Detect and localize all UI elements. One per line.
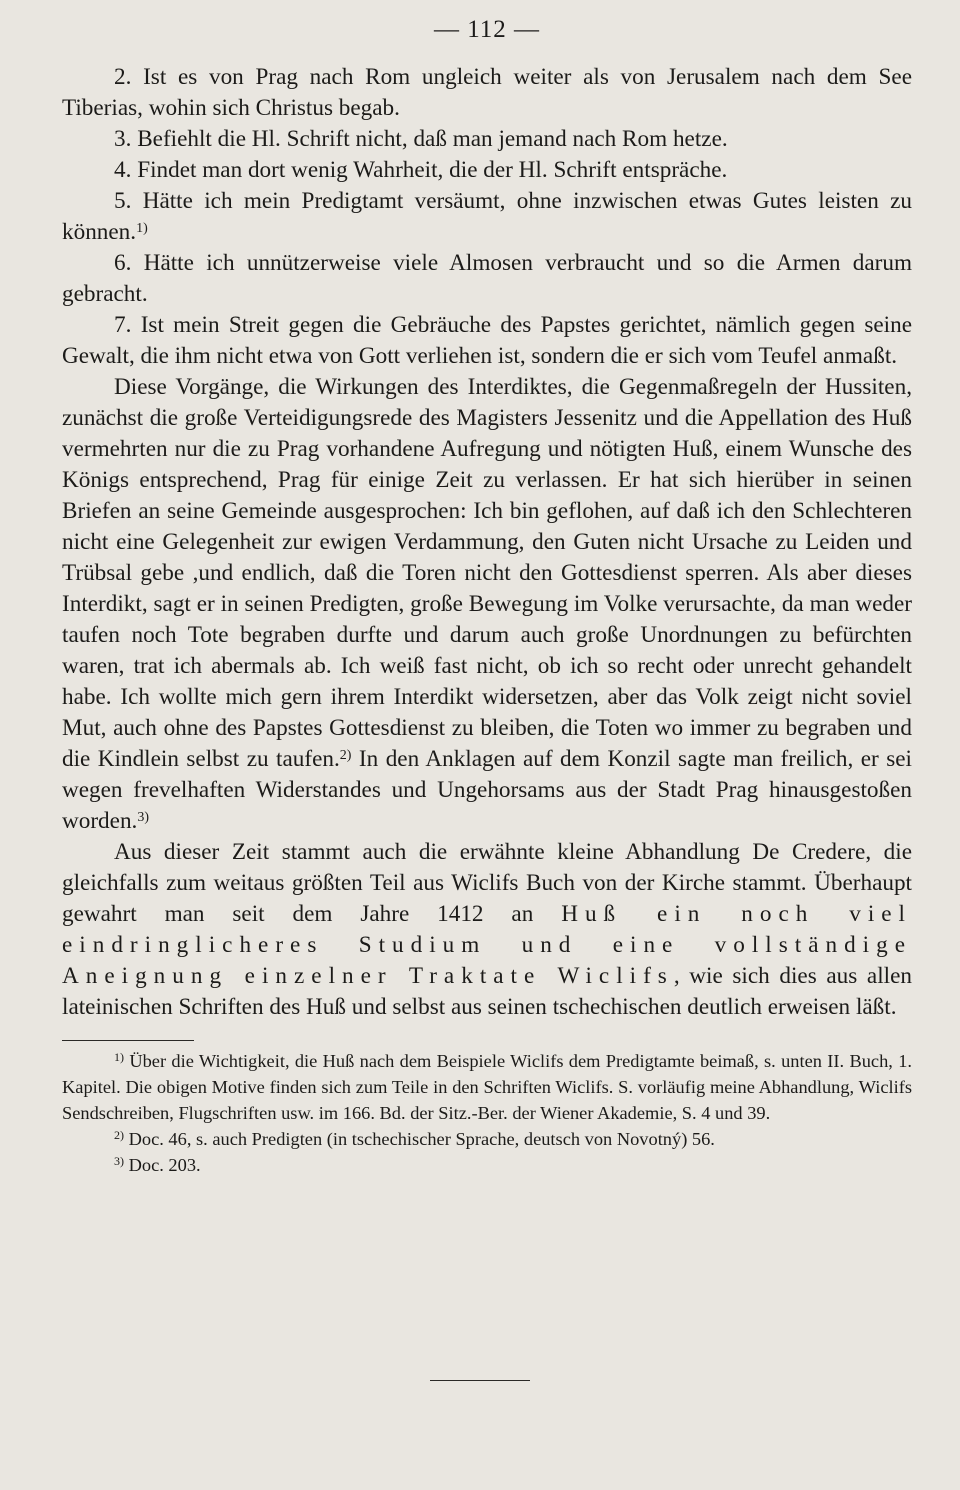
footnote-mark: 2)	[114, 1128, 124, 1142]
paragraph-text: Diese Vorgänge, die Wirkungen des Interdiktes, die Gegenmaßregeln der Hussiten, zunächst die große Verteidigungsrede des Magisters Jessenitz und die Appellation des Huß vermehrten nur die zu Prag vorhandene Aufregung und nötigten Huß, einem Wunsche des Königs entsprechend, Prag für einige Zeit zu verlassen. Er hat sich hierüber in seinen Briefen an seine Gemeinde ausgesprochen: Ich bin geflohen, auf daß ich den Schlechteren nicht eine Gelegenheit zur ewigen Verdammung, den Guten nicht Ursache zu Leiden und Trübsal gebe ,und endlich, daß die Toren nicht den Gottesdienst sperren. Als aber dieses Interdikt, sagt er in seinen Predigten, große Bewegung im Volke verursachte, da man weder taufen noch Tote begraben durfte und darum auch große Unordnungen zu befürchten waren, trat ich abermals ab. Ich weiß fast nicht, ob ich so recht oder unrecht gehandelt habe. Ich wollte mich gern ihrem Interdikt widersetzen, aber das Volk zeigt nicht soviel Mut, auch ohne des Papstes Gottesdienst zu bleiben, die Toten wo immer zu begraben und die Kindlein selbst zu taufen.	[62, 374, 912, 772]
footnote-mark: 3)	[114, 1154, 124, 1168]
footnote-ref: 1)	[136, 221, 148, 236]
paragraph-text: Aus dieser Zeit stammt auch die erwähnte kleine Abhandlung De Credere, die gleichfalls zum weitaus größten Teil aus Wiclifs Buch von der Kirche stammt. Überhaupt gewahrt man seit dem Jahre 1412 an	[62, 839, 912, 927]
paragraph-text: , wie sich dies aus allen lateinischen Schriften des Huß und selbst aus seinen tschechischen deutlich erweisen läßt.	[62, 963, 912, 1020]
list-item: 2. Ist es von Prag nach Rom ungleich weiter als von Jerusalem nach dem See Tiberias, wohin sich Christus begab.	[62, 64, 912, 121]
footnote	[62, 1126, 912, 1152]
footnote-text: Doc. 203.	[124, 1155, 201, 1175]
page-number: — 112 —	[433, 16, 541, 43]
footnotes	[62, 1048, 912, 1178]
footnote-text: Über die Wichtigkeit, die Huß nach dem Beispiele Wiclifs dem Predigtamte beimaß, s. unten II. Buch, 1. Kapitel. Die obigen Motive finden sich zum Teile in den Schriften Wiclifs. S. vorläufig meine Abhandlung, Wiclifs Sendschreiben, Flugschriften usw. im 166. Bd. der Sitz.-Ber. der Wiener Akademie, S. 4 und 39.	[62, 1051, 912, 1123]
paragraph-text: In den Anklagen auf dem Konzil sagte man freilich, er sei wegen frevelhaften Widerstandes und Ungehorsams aus der Stadt Prag hinausgestoßen worden.	[62, 746, 912, 834]
list-item: 3. Befiehlt die Hl. Schrift nicht, daß man jemand nach Rom hetze.	[114, 126, 728, 152]
footnote-text: Doc. 46, s. auch Predigten (in tschechischer Sprache, deutsch von Novotný) 56.	[124, 1129, 715, 1149]
list-item: 7. Ist mein Streit gegen die Gebräuche des Papstes gerichtet, nämlich gegen seine Gewalt, die ihm nicht etwa von Gott verliehen ist, sondern die er sich vom Teufel anmaßt.	[62, 312, 912, 369]
footnote-ref: 2)	[339, 748, 352, 763]
list-item: 4. Findet man dort wenig Wahrheit, die der Hl. Schrift entspräche.	[114, 157, 728, 183]
footnote-ref: 3)	[137, 810, 150, 825]
list-item: 6. Hätte ich unnützerweise viele Almosen verbraucht und so die Armen darum gebracht.	[62, 250, 912, 307]
list-item-text: 5. Hätte ich mein Predigtamt versäumt, ohne inzwischen etwas Gutes leisten zu können.	[62, 188, 912, 245]
footnote-mark: 1)	[114, 1050, 124, 1064]
paragraph	[62, 372, 912, 837]
paragraph	[62, 837, 912, 1023]
main-text	[62, 62, 912, 1023]
footnote	[62, 1048, 912, 1126]
list-item	[62, 186, 912, 248]
emphasized-text: Huß ein noch viel eindringlicheres Studium und eine vollständige Aneignung einzelner Traktate Wiclifs	[62, 901, 913, 989]
footnote-divider	[62, 1040, 194, 1041]
footnote	[62, 1152, 912, 1178]
end-divider	[430, 1380, 530, 1381]
